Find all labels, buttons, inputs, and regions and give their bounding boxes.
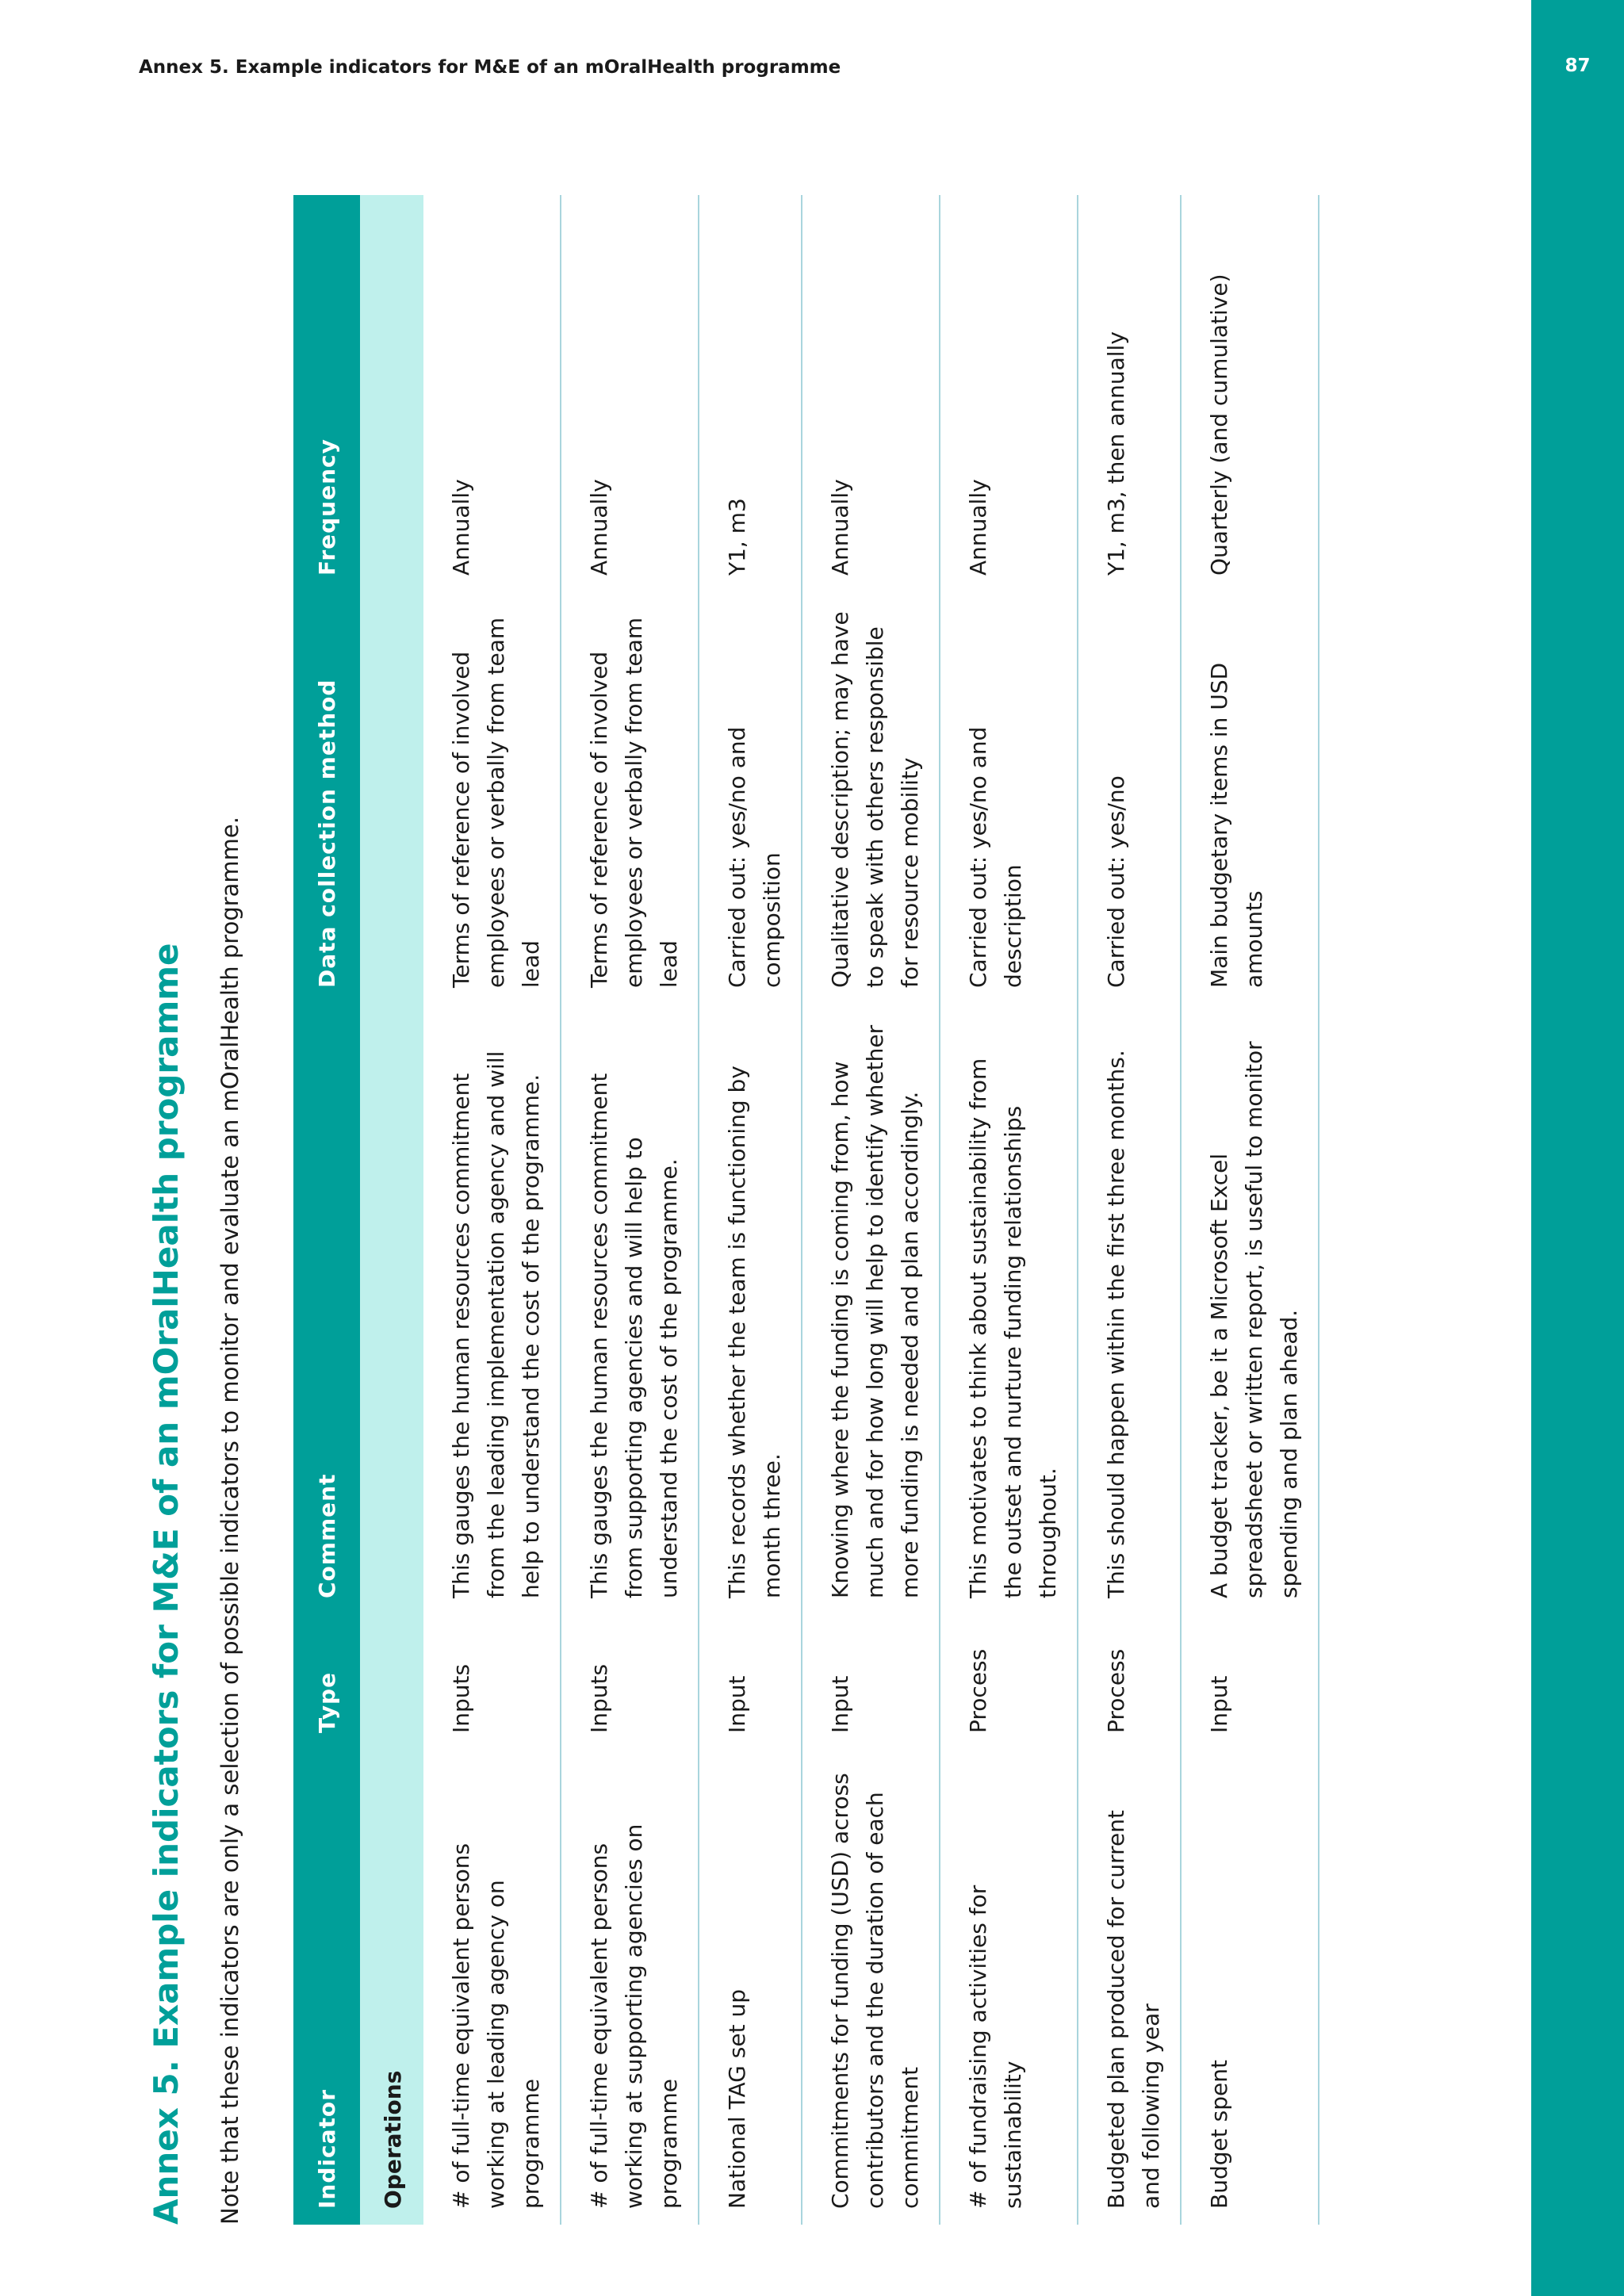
section-row xyxy=(360,195,423,2225)
cell-method: Carried out: yes/no and description xyxy=(940,591,1078,1004)
cell-type: Input xyxy=(1181,1614,1319,1749)
table-header-row xyxy=(293,195,360,2225)
cell-frequency: Annually xyxy=(423,195,561,591)
side-band xyxy=(1531,0,1624,2296)
cell-indicator: # of fundraising activities for sustainability xyxy=(940,1749,1078,2225)
col-indicator-header: Indicator xyxy=(293,1749,360,2225)
col-type-header: Type xyxy=(293,1614,360,1749)
cell-type: Input xyxy=(802,1614,940,1749)
rotated-content xyxy=(143,195,1302,2225)
cell-frequency: Annually xyxy=(940,195,1078,591)
cell-type: Inputs xyxy=(423,1614,561,1749)
indicator-table xyxy=(293,195,1320,2225)
col-frequency-header: Frequency xyxy=(293,195,360,591)
cell-frequency: Annually xyxy=(561,195,699,591)
cell-frequency: Annually xyxy=(802,195,940,591)
cell-comment: A budget tracker, be it a Microsoft Excel spreadsheet or written report, is useful to monitor spending and plan ahead. xyxy=(1181,1004,1319,1614)
col-comment-header: Comment xyxy=(293,1004,360,1614)
table-row xyxy=(699,195,802,2225)
cell-method: Main budgetary items in USD amounts xyxy=(1181,591,1319,1004)
table-row xyxy=(1181,195,1319,2225)
cell-frequency: Y1, m3 xyxy=(699,195,802,591)
cell-frequency: Y1, m3, then annually xyxy=(1078,195,1181,591)
table-row xyxy=(802,195,940,2225)
cell-type: Input xyxy=(699,1614,802,1749)
cell-indicator: Commitments for funding (USD) across contributors and the duration of each commitment xyxy=(802,1749,940,2225)
table-row xyxy=(940,195,1078,2225)
intro-note: Note that these indicators are only a selection of possible indicators to monitor and evaluate an mOralHealth programme. xyxy=(216,817,243,2225)
cell-frequency: Quarterly (and cumulative) xyxy=(1181,195,1319,591)
cell-method: Carried out: yes/no and composition xyxy=(699,591,802,1004)
cell-method: Terms of reference of involved employees or verbally from team lead xyxy=(561,591,699,1004)
cell-method: Carried out: yes/no xyxy=(1078,591,1181,1004)
cell-method: Terms of reference of involved employees or verbally from team lead xyxy=(423,591,561,1004)
running-header: Annex 5. Example indicators for M&E of an mOralHealth programme xyxy=(139,57,841,78)
section-label: Operations xyxy=(360,195,423,2225)
cell-comment: This motivates to think about sustainability from the outset and nurture funding relationships throughout. xyxy=(940,1004,1078,1614)
cell-indicator: # of full-time equivalent persons working at leading agency on programme xyxy=(423,1749,561,2225)
cell-type: Process xyxy=(940,1614,1078,1749)
cell-comment: This gauges the human resources commitment from the leading implementation agency and will help to understand the cost of the programme. xyxy=(423,1004,561,1614)
table-row xyxy=(1078,195,1181,2225)
cell-comment: This should happen within the first three months. xyxy=(1078,1004,1181,1614)
cell-indicator: # of full-time equivalent persons working at supporting agencies on programme xyxy=(561,1749,699,2225)
cell-comment: This records whether the team is functioning by month three. xyxy=(699,1004,802,1614)
cell-indicator: Budgeted plan produced for current and following year xyxy=(1078,1749,1181,2225)
cell-indicator: Budget spent xyxy=(1181,1749,1319,2225)
cell-indicator: National TAG set up xyxy=(699,1749,802,2225)
cell-method: Qualitative description; may have to speak with others responsible for resource mobility xyxy=(802,591,940,1004)
cell-comment: This gauges the human resources commitment from supporting agencies and will help to understand the cost of the programme. xyxy=(561,1004,699,1614)
annex-title: Annex 5. Example indicators for M&E of an mOralHealth programme xyxy=(147,943,186,2225)
cell-comment: Knowing where the funding is coming from, how much and for how long will help to identify whether more funding is needed and plan accordingly. xyxy=(802,1004,940,1614)
table-row xyxy=(561,195,699,2225)
col-method-header: Data collection method xyxy=(293,591,360,1004)
table-row xyxy=(423,195,561,2225)
page-number: 87 xyxy=(1565,55,1591,76)
cell-type: Process xyxy=(1078,1614,1181,1749)
cell-type: Inputs xyxy=(561,1614,699,1749)
